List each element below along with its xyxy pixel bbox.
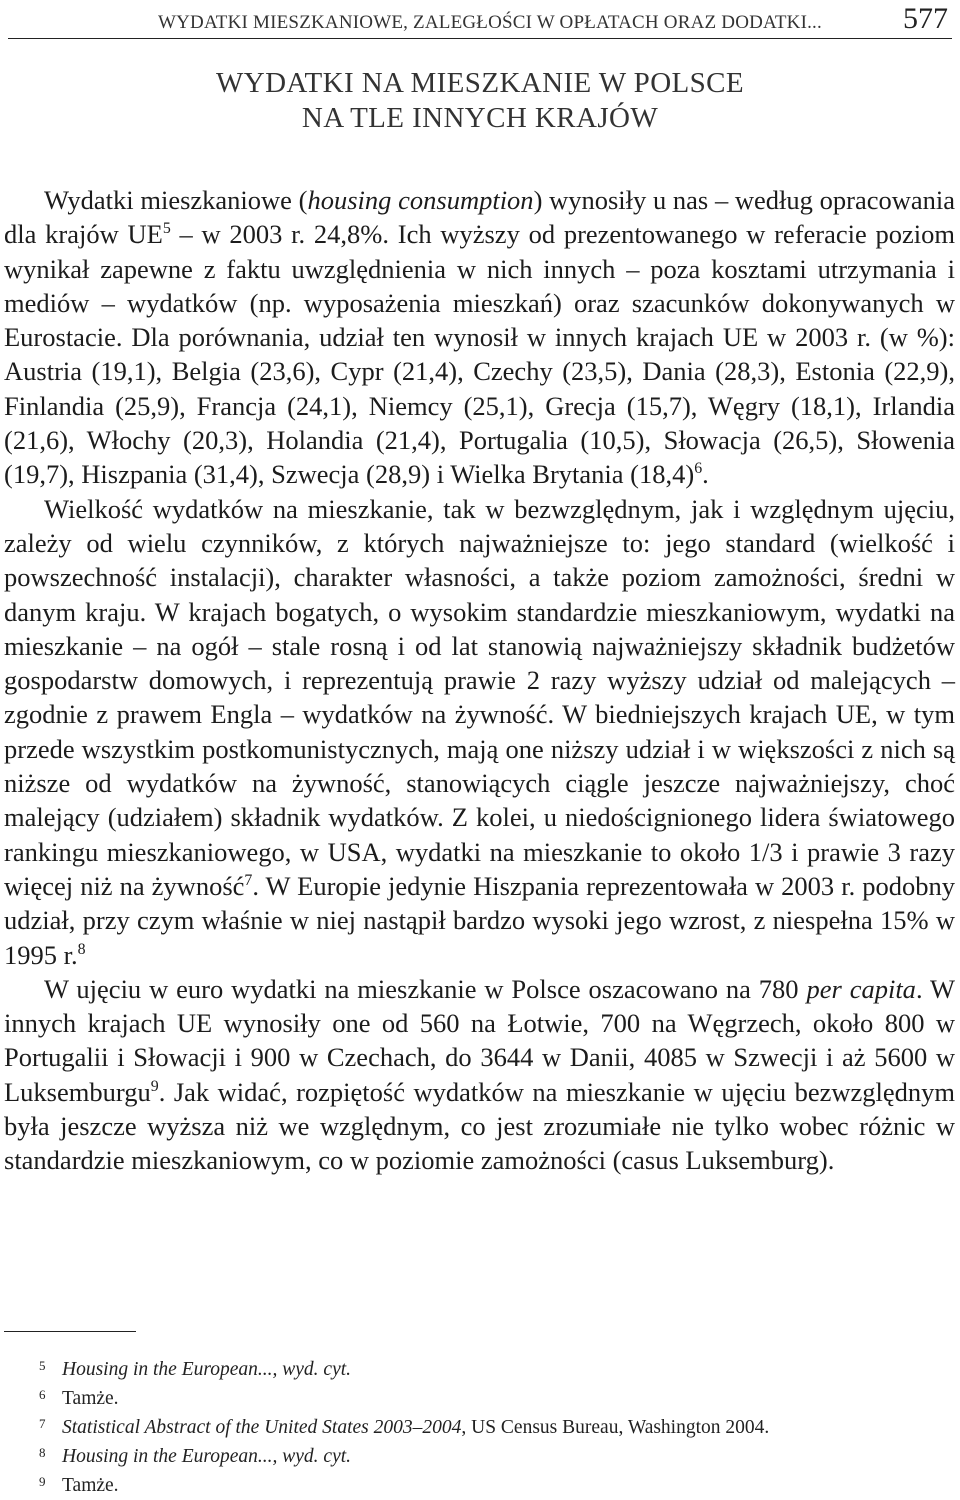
paragraph-3-part-c: . Jak widać, rozpiętość wydatków na mieszkanie w ujęciu bezwzględnym była jeszcze wyższa niż we względnym, co jest zrozumiałe nie tylko wobec różnic w standardzie mieszkaniowym, co w poziomie zamożności (casus Luksemburg). bbox=[4, 1076, 955, 1176]
running-header bbox=[8, 4, 952, 39]
section-title-line-2: NA TLE INNYCH KRAJÓW bbox=[301, 102, 659, 134]
section-title bbox=[0, 66, 960, 136]
body-text bbox=[4, 183, 955, 1178]
paragraph-3-term: per capita bbox=[806, 973, 916, 1004]
footnote-plain: Tamże. bbox=[62, 1475, 119, 1496]
footnote-plain: Tamże. bbox=[62, 1388, 119, 1409]
footnote-number: 8 bbox=[39, 1445, 46, 1460]
footnote-text bbox=[62, 1471, 119, 1500]
section-title-line-1: WYDATKI NA MIESZKANIE W POLSCE bbox=[215, 67, 745, 99]
paragraph-2-part-b: . W Europie jedynie Hiszpania reprezentowała w 2003 r. podobny udział, przy czym właśnie w niej nastąpił bardzo wysoki jego wzrost, z niespełna 15% w 1995 r. bbox=[4, 870, 955, 970]
paragraph-3-part-a: W ujęciu w euro wydatki na mieszkanie w Polsce oszacowano na 780 bbox=[44, 973, 807, 1004]
paragraph-2-part-a: Wielkość wydatków na mieszkanie, tak w bezwzględnym, jak i względnym ujęciu, zależy od wielu czynników, z których najważniejsze to: jego standard (wielkość i powszechność instalacji), charakter własności, a także poziom zamożności, średni w danym kraju. W krajach bogatych, o wysokim standardzie mieszkaniowym, wydatki na mieszkanie – na ogół – stale rosną i od lat stanowią najważniejszy składnik budżetów gospodarstw domowych, i reprezentują prawie 2 razy wyższy udział od malejących – zgodnie z prawem Engla – wydatków na żywność. W biedniejszych krajach UE, w tym przede wszystkim postkomunistycznych, mają one niższy udział i w większości z nich są niższe od wydatków na żywność, stanowiących ciągle jeszcze najważniejszy, choć malejący (udziałem) składnik wydatków. Z kolei, u niedoścignionego lidera światowego rankingu mieszkaniowego, w USA, wydatki na mieszkanie to około 1/3 i prawie 3 razy więcej niż na żywność bbox=[4, 493, 955, 901]
footnote bbox=[4, 1355, 944, 1384]
footnote-ref-7: 7 bbox=[244, 872, 253, 890]
paragraph-3 bbox=[4, 972, 955, 1178]
footnote-ref-8: 8 bbox=[77, 940, 86, 958]
footnote-number: 6 bbox=[39, 1387, 46, 1402]
footnote-text bbox=[62, 1355, 351, 1384]
footnote-italic: Housing in the European..., wyd. cyt. bbox=[62, 1359, 352, 1380]
footnote-text bbox=[62, 1413, 769, 1442]
footnote-plain: , US Census Bureau, Washington 2004. bbox=[461, 1417, 770, 1438]
footnote bbox=[4, 1471, 944, 1500]
footnote-ref-9: 9 bbox=[150, 1077, 159, 1095]
footnote-ref-6: 6 bbox=[694, 460, 703, 478]
footnote-text bbox=[62, 1384, 119, 1413]
footnote-number: 9 bbox=[39, 1474, 46, 1489]
page-number: 577 bbox=[903, 2, 948, 35]
paragraph-1 bbox=[4, 183, 955, 492]
footnote-number: 5 bbox=[39, 1358, 46, 1373]
paragraph-1-part-d: . bbox=[702, 459, 709, 490]
footnotes bbox=[4, 1355, 944, 1500]
footnote-ref-5: 5 bbox=[162, 220, 171, 238]
paragraph-1-term: housing consumption bbox=[307, 185, 534, 215]
footnote-divider bbox=[4, 1331, 136, 1332]
paragraph-3-part-b: . W innych krajach UE wynosiły one od 560 na Łotwie, 700 na Węgrzech, około 800 w Portugalii i Słowacji i 900 w Czechach, do 3644 w Danii, 4085 w Szwecji i aż 5600 w Luksemburgu bbox=[4, 973, 955, 1107]
footnote-italic: Statistical Abstract of the United States 2003–2004 bbox=[62, 1417, 462, 1438]
footnote-text bbox=[62, 1442, 351, 1471]
footnote bbox=[4, 1413, 944, 1442]
paragraph-2 bbox=[4, 492, 955, 972]
footnote-number: 7 bbox=[39, 1416, 46, 1431]
footnote bbox=[4, 1442, 944, 1471]
paragraph-1-part-c: – w 2003 r. 24,8%. Ich wyższy od prezentowanego w referacie poziom wynikał zapewne z faktu uwzględnienia w nich innych – poza kosztami utrzymania i mediów – wydatków (np. wyposażenia mieszkań) oraz szacunków dokonywanych w Eurostacie. Dla porównania, udział ten wynosił w innych krajach UE w 2003 r. (w %): Austria (19,1), Belgia (23,6), Cypr (21,4), Czechy (23,5), Dania (28,3), Estonia (22,9), Finlandia (25,9), Francja (24,1), Niemcy (25,1), Grecja (15,7), Węgry (18,1), Irlandia (21,6), Włochy (20,3), Holandia (21,4), Portugalia (10,5), Słowacja (26,5), Słowenia (19,7), Hiszpania (31,4), Szwecja (28,9) i Wielka Brytania (18,4) bbox=[4, 219, 955, 490]
footnote bbox=[4, 1384, 944, 1413]
running-title: WYDATKI MIESZKANIOWE, ZALEGŁOŚCI W OPŁATACH ORAZ DODATKI... bbox=[158, 12, 822, 33]
paragraph-1-part-b: ) wynosiły u nas – według opracowania dla krajów UE bbox=[4, 185, 955, 250]
paragraph-1-part-a: Wydatki mieszkaniowe ( bbox=[44, 185, 308, 215]
footnote-italic: Housing in the European..., wyd. cyt. bbox=[62, 1446, 352, 1467]
